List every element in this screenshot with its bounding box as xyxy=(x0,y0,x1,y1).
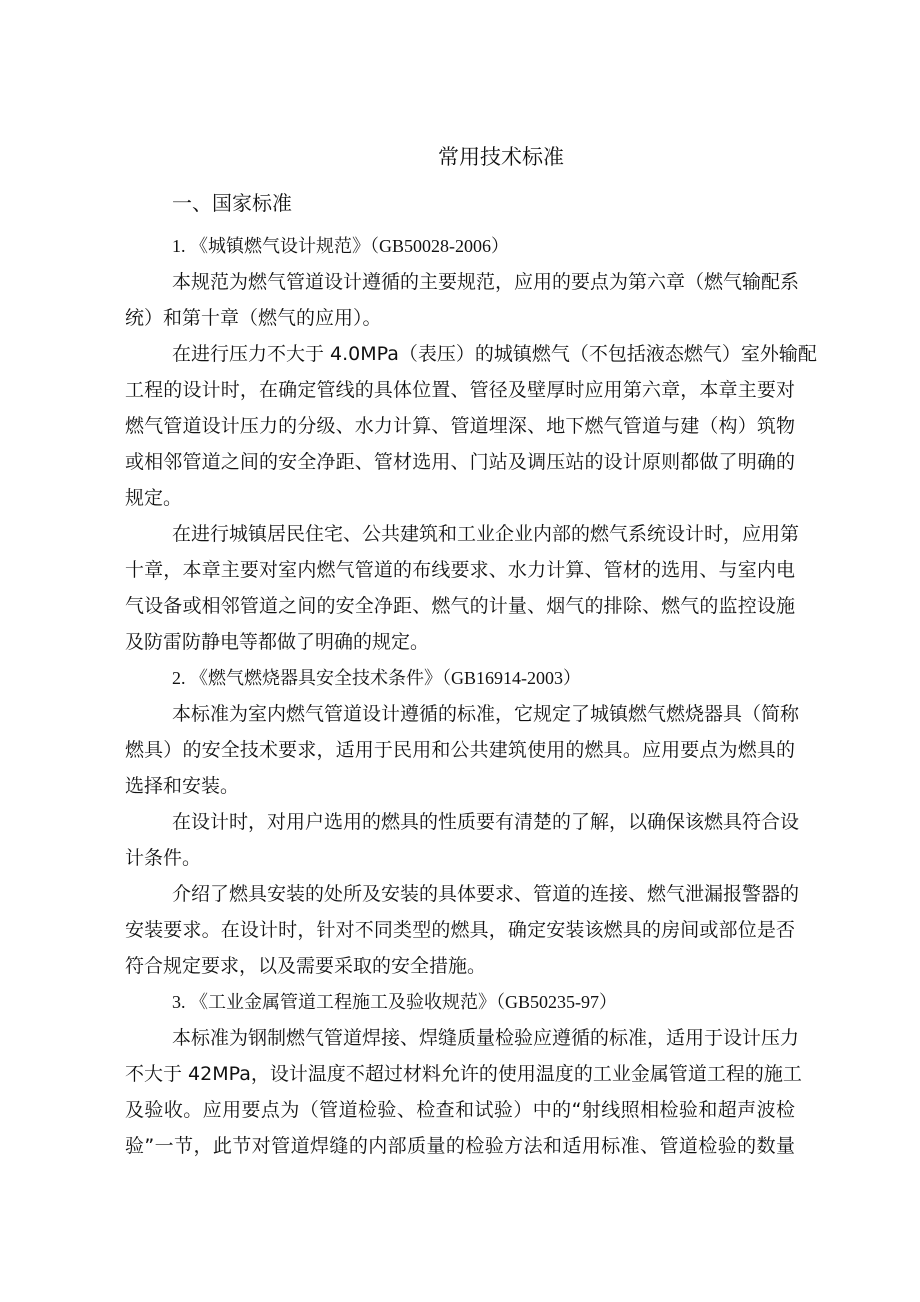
text-line: 规定。 xyxy=(125,487,183,509)
text-line: 燃具）的安全技术要求，适用于民用和公共建筑使用的燃具。应用要点为燃具的 xyxy=(125,739,795,761)
text-line: 介绍了燃具安装的处所及安装的具体要求、管道的连接、燃气泄漏报警器的 xyxy=(172,883,800,905)
standard-heading xyxy=(125,228,795,264)
text-line: 工程的设计时，在确定管线的具体位置、管径及壁厚时应用第六章，本章主要对 xyxy=(125,379,795,401)
text-line: 本标准为钢制燃气管道焊接、焊缝质量检验应遵循的标准，适用于设计压力 xyxy=(172,1027,800,1049)
text-line: 不大于 42MPa，设计温度不超过材料允许的使用温度的工业金属管道工程的施工 xyxy=(125,1063,802,1085)
text-line: 安装要求。在设计时，针对不同类型的燃具，确定安装该燃具的房间或部位是否 xyxy=(125,919,795,941)
paragraph xyxy=(125,696,800,804)
text-line: 在进行压力不大于 4.0MPa（表压）的城镇燃气（不包括液态燃气）室外输配 xyxy=(172,343,817,365)
paragraph xyxy=(125,804,800,876)
text-line: 本规范为燃气管道设计遵循的主要规范，应用的要点为第六章（燃气输配系 xyxy=(172,271,800,293)
text-line: 燃气管道设计压力的分级、水力计算、管道埋深、地下燃气管道与建（构）筑物 xyxy=(125,415,795,437)
text-line: 及验收。应用要点为（管道检验、检查和试验）中的“射线照相检验和超声波检 xyxy=(125,1099,795,1121)
text-line: 3. 《工业金属管道工程施工及验收规范》（GB50235-97） xyxy=(172,992,617,1012)
text-line: 计条件。 xyxy=(125,847,202,869)
text-line: 本标准为室内燃气管道设计遵循的标准，它规定了城镇燃气燃烧器具（简称 xyxy=(172,703,800,725)
text-line: 十章，本章主要对室内燃气管道的布线要求、水力计算、管材的选用、与室内电 xyxy=(125,559,795,581)
paragraph xyxy=(125,264,800,336)
text-line: 1. 《城镇燃气设计规范》（GB50028-2006） xyxy=(172,236,509,256)
document-title: 常用技术标准 xyxy=(438,145,564,169)
paragraph xyxy=(125,336,817,516)
paragraph xyxy=(125,876,800,984)
text-line: 选择和安装。 xyxy=(125,775,240,797)
standard-heading xyxy=(125,660,795,696)
text-line: 或相邻管道之间的安全净距、管材选用、门站及调压站的设计原则都做了明确的 xyxy=(125,451,795,473)
text-line: 及防雷防静电等都做了明确的规定。 xyxy=(125,631,430,653)
text-line: 气设备或相邻管道之间的安全净距、燃气的计量、烟气的排除、燃气的监控设施 xyxy=(125,595,795,617)
text-line: 在设计时，对用户选用的燃具的性质要有清楚的了解，以确保该燃具符合设 xyxy=(172,811,800,833)
paragraph xyxy=(125,1020,802,1164)
text-line: 验”一节，此节对管道焊缝的内部质量的检验方法和适用标准、管道检验的数量 xyxy=(125,1135,795,1157)
text-line: 符合规定要求，以及需要采取的安全措施。 xyxy=(125,955,487,977)
standard-heading xyxy=(125,984,795,1020)
text-line: 统）和第十章（燃气的应用）。 xyxy=(125,307,382,329)
section-heading: 一、国家标准 xyxy=(172,191,292,215)
text-line: 在进行城镇居民住宅、公共建筑和工业企业内部的燃气系统设计时，应用第 xyxy=(172,523,800,545)
document-body xyxy=(125,228,817,1164)
paragraph xyxy=(125,516,800,660)
text-line: 2. 《燃气燃烧器具安全技术条件》（GB16914-2003） xyxy=(172,668,581,688)
